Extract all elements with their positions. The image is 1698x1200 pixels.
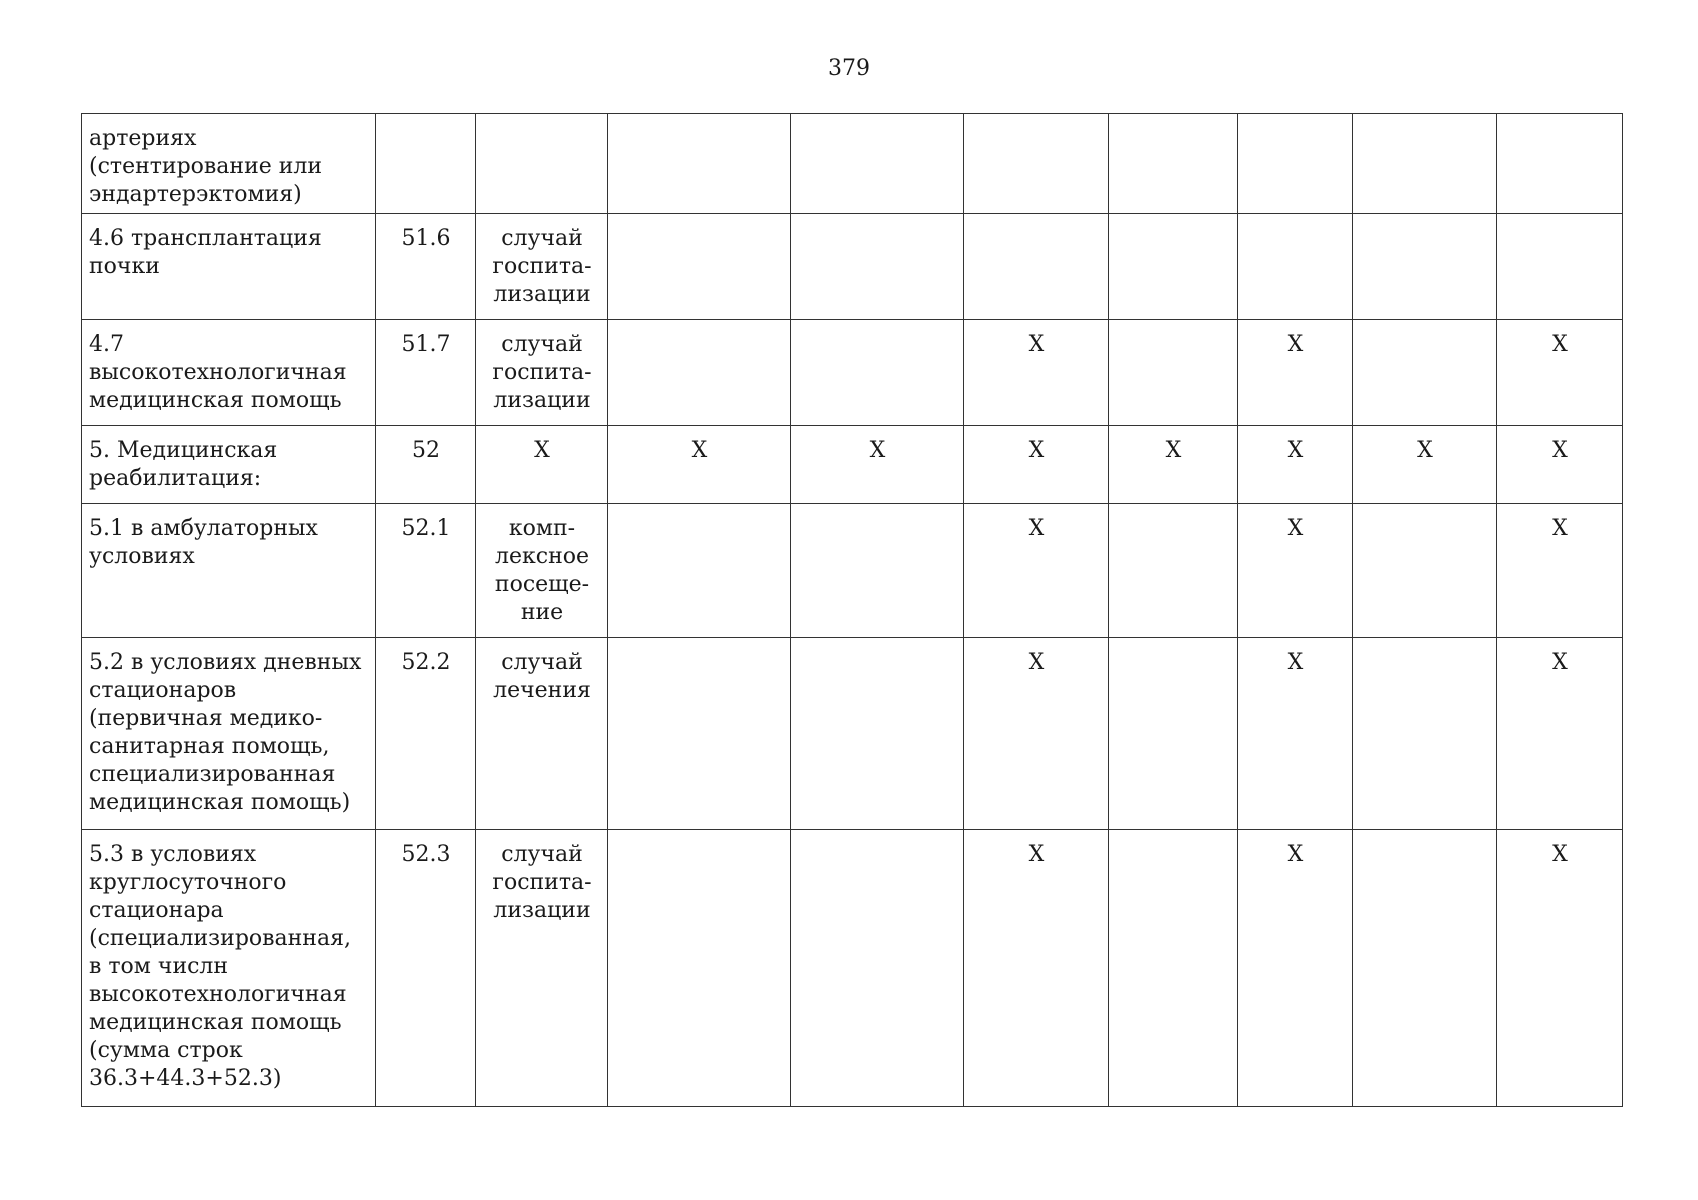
row-name-cell: 5.1 в амбулаторных условиях (82, 504, 376, 638)
value-cell (608, 214, 791, 320)
value-cell (964, 114, 1109, 214)
value-cell (608, 504, 791, 638)
row-unit-cell: случай госпита-лизации (476, 320, 608, 426)
value-cell: X (1238, 426, 1353, 504)
row-code-cell: 52.1 (376, 504, 476, 638)
row-code-cell: 52.2 (376, 638, 476, 830)
value-cell (1109, 214, 1238, 320)
value-cell: X (964, 830, 1109, 1107)
table-row (82, 426, 1623, 504)
row-name-cell: 5. Медицинская реабилитация: (82, 426, 376, 504)
value-cell: X (1497, 426, 1623, 504)
value-cell (791, 830, 964, 1107)
value-cell (1353, 114, 1497, 214)
value-cell: X (1497, 830, 1623, 1107)
table-row (82, 830, 1623, 1107)
value-cell (1497, 214, 1623, 320)
row-unit-cell: комп-лексное посеще-ние (476, 504, 608, 638)
row-name-cell: 5.2 в условиях дневных стационаров (первичная медико-санитарная помощь, специализированная медицинская помощь) (82, 638, 376, 830)
row-unit-cell: X (476, 426, 608, 504)
value-cell: X (1497, 638, 1623, 830)
row-unit-cell: случай лечения (476, 638, 608, 830)
value-cell (1109, 830, 1238, 1107)
value-cell (1353, 504, 1497, 638)
value-cell (791, 504, 964, 638)
value-cell (1109, 504, 1238, 638)
row-code-cell: 51.7 (376, 320, 476, 426)
row-code-cell: 52 (376, 426, 476, 504)
table-row (82, 320, 1623, 426)
value-cell: X (1238, 638, 1353, 830)
value-cell: X (791, 426, 964, 504)
value-cell (1353, 638, 1497, 830)
value-cell: X (1238, 320, 1353, 426)
value-cell: X (964, 638, 1109, 830)
value-cell: X (964, 320, 1109, 426)
value-cell: X (964, 504, 1109, 638)
table-row (82, 638, 1623, 830)
document-table (81, 113, 1623, 1107)
value-cell (1353, 214, 1497, 320)
value-cell (1109, 114, 1238, 214)
value-cell (1353, 320, 1497, 426)
value-cell (1238, 114, 1353, 214)
row-code-cell: 51.6 (376, 214, 476, 320)
value-cell: X (1238, 830, 1353, 1107)
row-name-cell: 5.3 в условиях круглосуточного стационара (специализированная, в том числн высокотехнологичная медицинская помощь (сумма строк 36.3+44.3+52.3) (82, 830, 376, 1107)
value-cell (1497, 114, 1623, 214)
value-cell (1109, 320, 1238, 426)
row-unit-cell: случай госпита-лизации (476, 830, 608, 1107)
value-cell: X (1109, 426, 1238, 504)
value-cell (608, 320, 791, 426)
row-unit-cell (476, 114, 608, 214)
value-cell: X (1497, 504, 1623, 638)
row-unit-cell: случай госпита-лизации (476, 214, 608, 320)
value-cell (791, 114, 964, 214)
row-code-cell: 52.3 (376, 830, 476, 1107)
value-cell (608, 830, 791, 1107)
value-cell (964, 214, 1109, 320)
value-cell: X (964, 426, 1109, 504)
row-code-cell (376, 114, 476, 214)
value-cell (791, 638, 964, 830)
page-number: 379 (828, 56, 870, 81)
value-cell (608, 638, 791, 830)
value-cell (1353, 830, 1497, 1107)
value-cell: X (1238, 504, 1353, 638)
table-row (82, 214, 1623, 320)
value-cell (1238, 214, 1353, 320)
row-name-cell: 4.6 трансплантация почки (82, 214, 376, 320)
row-name-cell: артериях (стентирование или эндартерэктомия) (82, 114, 376, 214)
value-cell (608, 114, 791, 214)
value-cell: X (1353, 426, 1497, 504)
value-cell (791, 320, 964, 426)
table-row (82, 504, 1623, 638)
value-cell (1109, 638, 1238, 830)
table-row (82, 114, 1623, 214)
row-name-cell: 4.7 высокотехнологичная медицинская помощь (82, 320, 376, 426)
value-cell: X (608, 426, 791, 504)
value-cell: X (1497, 320, 1623, 426)
value-cell (791, 214, 964, 320)
